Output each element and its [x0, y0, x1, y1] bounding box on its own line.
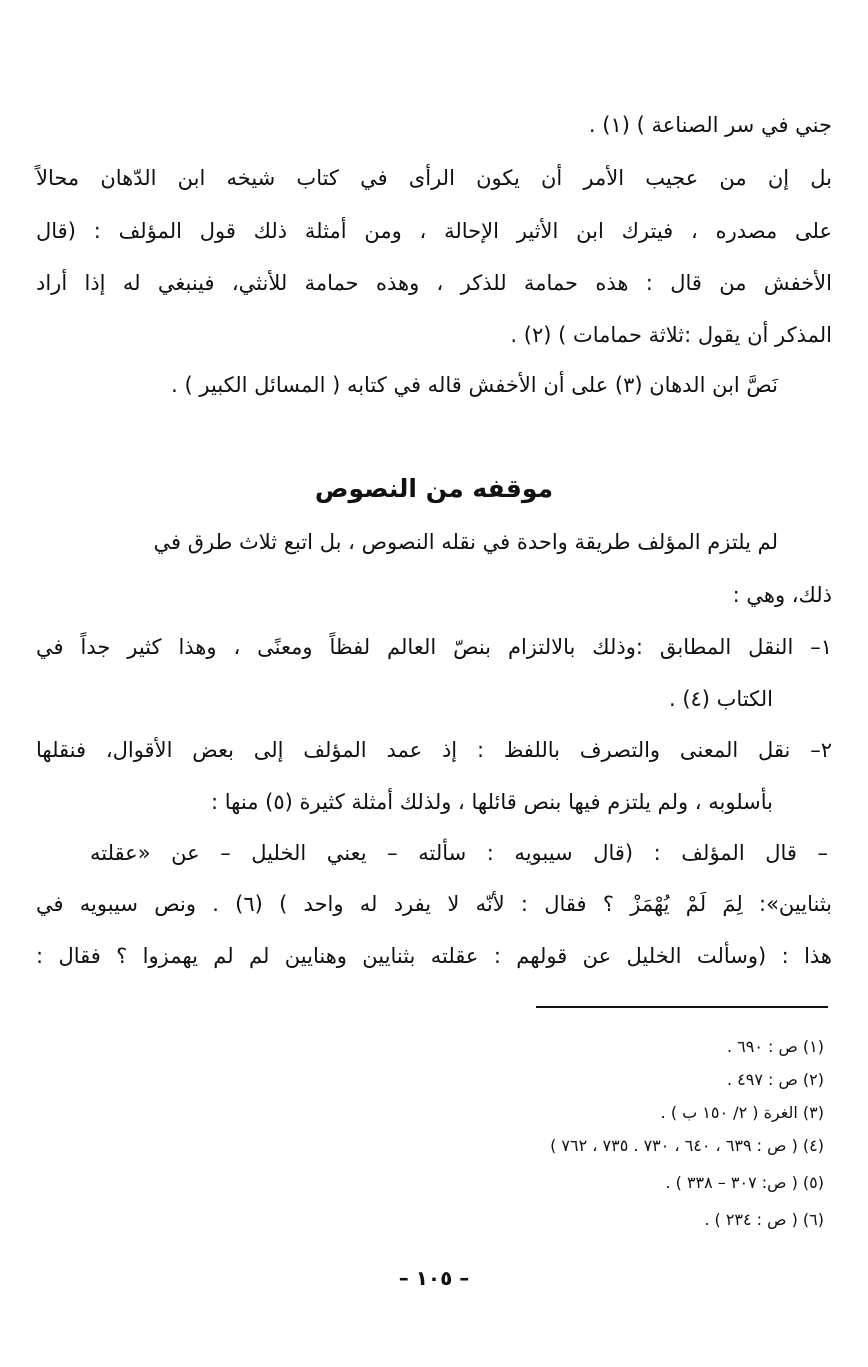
paragraph-line: على مصدره ، فيترك ابن الأثير الإحالة ، ومن أمثلة ذلك قول المؤلف : (قال: [36, 219, 832, 243]
quote-line: هذا : (وسألت الخليل عن قولهم : عقلته بثنايين وهنايين لم لم يهمزوا ؟ فقال :: [36, 944, 832, 968]
section-heading: موقفه من النصوص: [314, 474, 554, 503]
paragraph-line: بل إن من عجيب الأمر أن يكون الرأى في كتاب شيخه ابن الدّهان محالاً: [36, 166, 832, 190]
page-number: – ١٠٥ –: [398, 1266, 470, 1290]
paragraph-line: لم يلتزم المؤلف طريقة واحدة في نقله النصوص ، بل اتبع ثلاث طرق في: [153, 530, 778, 554]
footnote: (٣) الغرة ( ٢/ ١٥٠ ب ) .: [660, 1103, 824, 1122]
paragraph-line: جني في سر الصناعة ) (١) .: [588, 113, 832, 137]
paragraph-line: ذلك، وهي :: [732, 583, 832, 607]
paragraph-line: المذكر أن يقول :ثلاثة حمامات ) (٢) .: [510, 323, 832, 347]
footnote: (١) ص : ٦٩٠ .: [726, 1037, 824, 1056]
footnote: (٢) ص : ٤٩٧ .: [726, 1070, 824, 1089]
footnote: (٥) ( ص: ٣٠٧ – ٣٣٨ ) .: [665, 1173, 824, 1192]
footnote-separator: [536, 1006, 828, 1008]
list-item-line: الكتاب (٤) .: [668, 687, 773, 711]
quote-line: بثنايين»: لِمَ لَمْ يُهْمَزْ ؟ فقال : لأنّه لا يفرد له واحد ) (٦) . ونص سيبويه في: [36, 892, 833, 916]
list-item-line: بأسلوبه ، ولم يلتزم فيها بنص قائلها ، ولذلك أمثلة كثيرة (٥) منها :: [211, 790, 773, 814]
quote-line: – قال المؤلف : (قال سيبويه : سألته – يعني الخليل – عن «عقلته: [90, 841, 828, 865]
footnote: (٤) ( ص : ٦٣٩ ، ٦٤٠ ، ٧٣٠ . ٧٣٥ ، ٧٦٢ ): [550, 1136, 824, 1155]
paragraph-line: نَصَّ ابن الدهان (٣) على أن الأخفش قاله في كتابه ( المسائل الكبير ) .: [171, 373, 778, 397]
paragraph-line: الأخفش من قال : هذه حمامة للذكر ، وهذه حمامة للأنثي، فينبغي له إذا أراد: [36, 271, 832, 295]
list-item-line: ٢– نقل المعنى والتصرف باللفظ : إذ عمد المؤلف إلى بعض الأقوال، فنقلها: [36, 738, 832, 762]
list-item-line: ١– النقل المطابق :وذلك بالالتزام بنصّ العالم لفظاً ومعنًى ، وهذا كثير جداً في: [36, 635, 832, 659]
footnote: (٦) ( ص : ٢٣٤ ) .: [704, 1210, 824, 1229]
